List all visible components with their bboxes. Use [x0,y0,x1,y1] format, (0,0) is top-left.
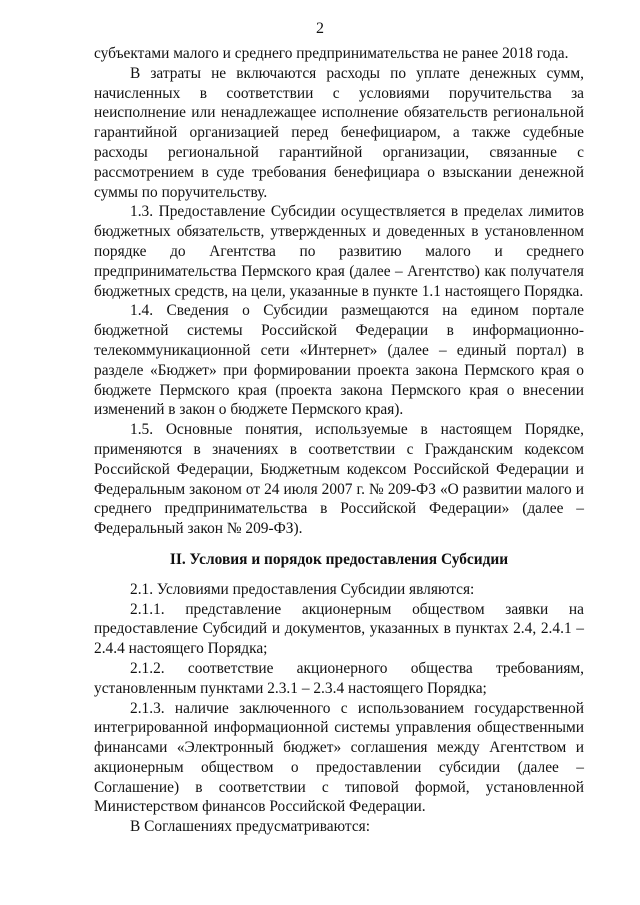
paragraph-1-5: 1.5. Основные понятия, используемые в настоящем Порядке, применяются в значениях в соответствии с Гражданским кодексом Российской Федерации, Бюджетным кодексом Российской Федерации и Федеральным законом от 24 июля 2007 г. № 209-ФЗ «О развитии малого и среднего предпринимательства в Российской Федерации» (далее – Федеральный закон № 209-ФЗ). [94,421,584,538]
paragraph-1-3: 1.3. Предоставление Субсидии осуществляется в пределах лимитов бюджетных обязательств, утвержденных и доведенных в установленном порядке до Агентства по развитию малого и среднего предпринимательства Пермского края (далее – Агентство) как получателя бюджетных средств, на цели, указанные в пункте 1.1 настоящего Порядка. [94,203,584,300]
paragraph-1-4: 1.4. Сведения о Субсидии размещаются на едином портале бюджетной системы Российской Федерации в информационно-телекоммуникационной сети «Интернет» (далее – единый портал) в разделе «Бюджет» при формировании проекта закона Пермского края о бюджете Пермского края (проекта закона Пермского края о внесении изменений в закон о бюджете Пермского края). [94,302,584,419]
paragraph-2-1: 2.1. Условиями предоставления Субсидии являются: [130,580,475,598]
paragraph-2-1-2: 2.1.2. соответствие акционерного общества требованиям, установленным пунктами 2.3.1 – 2.3.4 настоящего Порядка; [94,659,584,697]
paragraph-continuation: субъектами малого и среднего предпринимательства не ранее 2018 года. [94,45,569,62]
page-number: 2 [316,20,324,37]
paragraph-2-1-3: 2.1.3. наличие заключенного с использованием государственной интегрированной информационной системы управления общественными финансами «Электронный бюджет» соглашения между Агентством и акционерным обществом о предоставлении субсидии (далее – Соглашение) в соответствии с типовой формой, установленной Министерством финансов Российской Федерации. [94,699,584,816]
paragraph-agreements: В Соглашениях предусматриваются: [130,818,371,836]
paragraph-2-1-1: 2.1.1. представление акционерным обществом заявки на предоставление Субсидий и документов, указанных в пунктах 2.4, 2.4.1 – 2.4.4 настоящего Порядка; [94,600,584,658]
paragraph-exclusions: В затраты не включаются расходы по уплате денежных сумм, начисленных в соответствии с условиями поручительства за неисполнение или ненадлежащее исполнение обязательств региональной гарантийной организацией перед бенефициаром, а также судебные расходы региональной гарантийной организации, связанные с рассмотрением в суде требования бенефициара о взыскании денежной суммы по поручительству. [94,64,584,201]
section-heading: II. Условия и порядок предоставления Субсидии [169,550,509,568]
document-body [94,44,584,837]
